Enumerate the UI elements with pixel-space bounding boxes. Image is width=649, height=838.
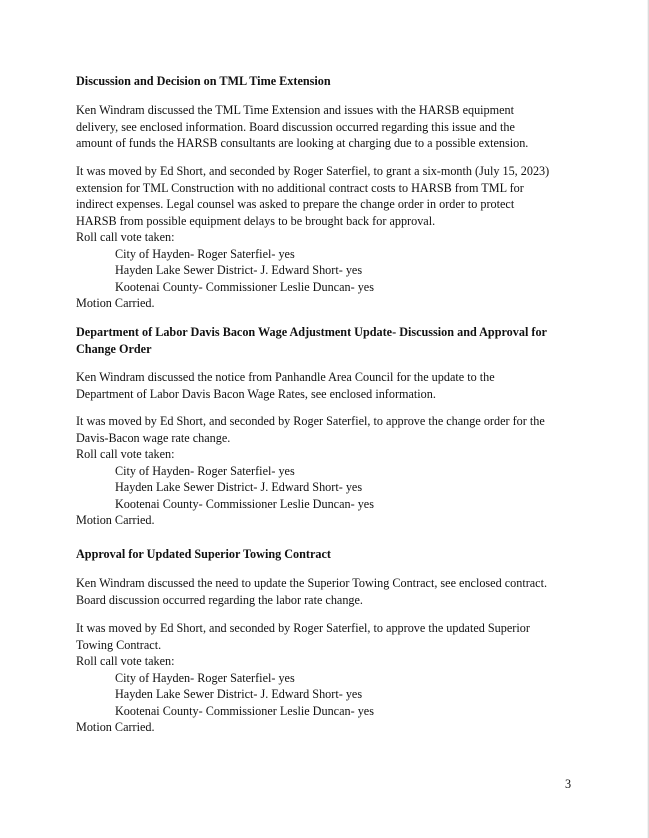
section-heading-superior-towing [76,546,576,563]
roll-call-intro: Roll call vote taken: [76,654,175,668]
section-heading-davis-bacon [76,324,576,357]
vote-line: Kootenai County- Commissioner Leslie Duncan- yes [115,496,374,511]
motion-result: Motion Carried. [76,513,155,527]
paragraph-line: delivery, see enclosed information. Board discussion occurred regarding this issue and the [76,119,515,134]
heading-line: Discussion and Decision on TML Time Extension [76,74,331,88]
section-discussion [76,102,576,152]
paragraph-line: Ken Windram discussed the need to update the Superior Towing Contract, see enclosed contract. [76,576,548,590]
vote-line: Hayden Lake Sewer District- J. Edward Short- yes [115,263,363,277]
motion-result: Motion Carried. [76,296,155,310]
roll-call-intro: Roll call vote taken: [76,447,175,461]
roll-call-intro: Roll call vote taken: [76,230,175,244]
paragraph-line: Towing Contract. [76,637,162,652]
vote-line: Hayden Lake Sewer District- J. Edward Short- yes [115,480,363,494]
page-number: 3 [565,777,572,791]
vote-line: City of Hayden- Roger Saterfiel- yes [115,670,295,685]
paragraph-line: amount of funds the HARSB consultants are looking at charging due to a possible extension. [76,136,529,150]
section-motion [76,620,576,736]
paragraph-line: Board discussion occurred regarding the labor rate change. [76,592,363,607]
section-discussion [76,575,576,608]
paragraph-line: Davis-Bacon wage rate change. [76,430,231,445]
paragraph-line: It was moved by Ed Short, and seconded by Roger Saterfiel, to grant a six-month (July 15, 2023) [76,164,550,178]
section-motion [76,413,576,529]
heading-line: Change Order [76,341,152,356]
vote-line: City of Hayden- Roger Saterfiel- yes [115,246,295,261]
heading-line: Department of Labor Davis Bacon Wage Adjustment Update- Discussion and Approval for [76,325,547,339]
paragraph-line: HARSB from possible equipment delays to be brought back for approval. [76,213,436,228]
paragraph-line: extension for TML Construction with no additional contract costs to HARSB from TML for [76,180,524,195]
paragraph-line: Department of Labor Davis Bacon Wage Rates, see enclosed information. [76,386,436,401]
section-discussion [76,369,576,402]
paragraph-line: Ken Windram discussed the TML Time Extension and issues with the HARSB equipment [76,103,515,117]
vote-line: Kootenai County- Commissioner Leslie Duncan- yes [115,279,374,294]
vote-line: City of Hayden- Roger Saterfiel- yes [115,463,295,478]
section-motion [76,163,576,312]
vote-line: Kootenai County- Commissioner Leslie Duncan- yes [115,703,374,718]
section-heading-tml-time-extension [76,73,576,90]
paragraph-line: It was moved by Ed Short, and seconded by Roger Saterfiel, to approve the change order for the [76,414,545,428]
paragraph-line: indirect expenses. Legal counsel was asked to prepare the change order in order to protect [76,197,515,211]
paragraph-line: It was moved by Ed Short, and seconded by Roger Saterfiel, to approve the updated Superior [76,621,530,635]
motion-result: Motion Carried. [76,720,155,734]
paragraph-line: Ken Windram discussed the notice from Panhandle Area Council for the update to the [76,370,495,384]
vote-line: Hayden Lake Sewer District- J. Edward Short- yes [115,687,363,701]
heading-line: Approval for Updated Superior Towing Contract [76,547,331,561]
